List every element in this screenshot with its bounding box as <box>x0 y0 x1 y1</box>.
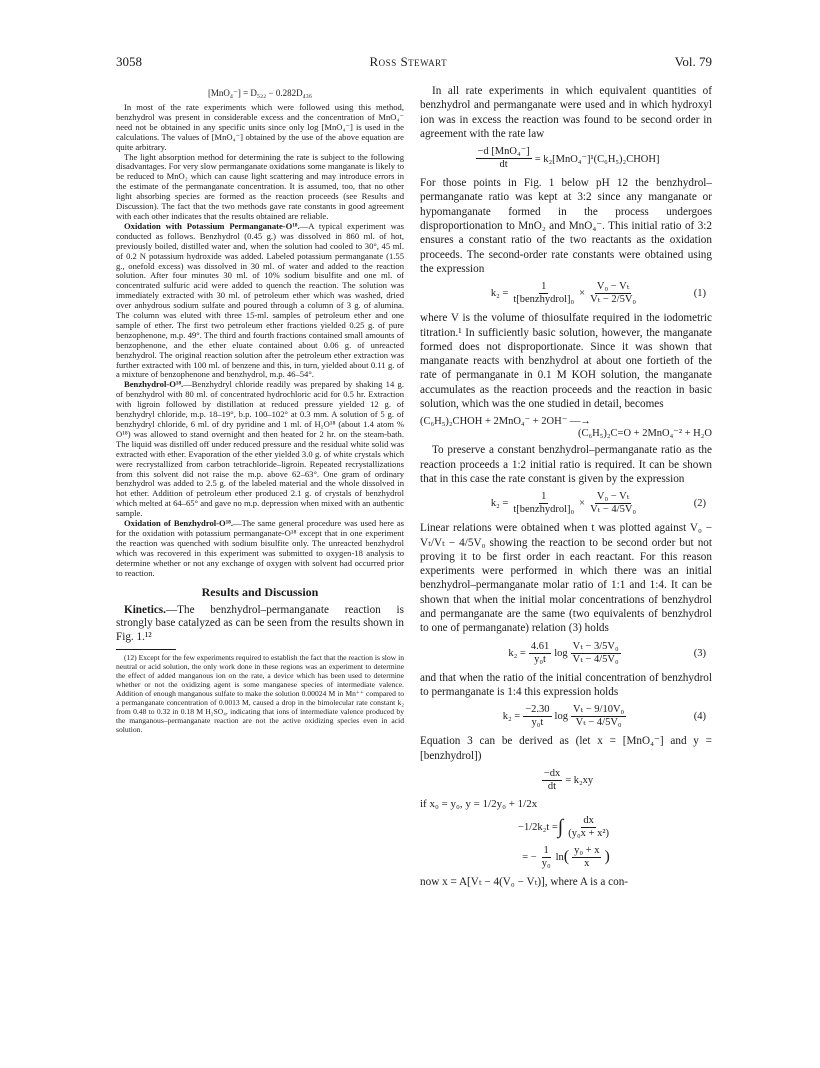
fraction <box>529 641 551 666</box>
integral-equation <box>420 815 712 840</box>
footnote-rule <box>116 649 176 650</box>
fraction <box>511 281 576 306</box>
fraction <box>523 704 551 729</box>
paragraph: In most of the rate experiments which were followed using this method, benzhydrol was present in considerable excess and the concentration of MnO₄⁻ need not be obtained in any specific units since only log [MnO₄⁻] is used in the calculations. The values of [MnO₄⁻] obtained by the use of the above equation are quite arbitrary. <box>116 102 404 152</box>
denominator: y₀t <box>531 717 544 729</box>
paren-close: ) <box>604 848 610 866</box>
equation-number: (1) <box>693 288 706 300</box>
run-in-heading: Oxidation of Benzhydrol-O¹⁸. <box>124 518 234 529</box>
numerator: y₀ + x <box>574 844 600 856</box>
chemical-equation <box>420 415 712 439</box>
numerator: dx <box>583 814 594 826</box>
paragraph: For those points in Fig. 1 below pH 12 the benzhydrol–permanganate ratio was kept at 3:2 since any manganate or hypomanganate formed in the process undergoes disproportionation to MnO₂ and MnO₄⁻. This initial ratio of 3:2 ensures a constant ratio of the two reactants as the oxidation proceeds. The second-order rate constants were obtained using the expression <box>420 177 712 275</box>
fraction <box>588 491 638 516</box>
numerator: V₀ − Vₜ <box>596 281 630 293</box>
denominator: y₀ <box>541 857 551 869</box>
section-heading: Results and Discussion <box>201 584 319 599</box>
paragraph <box>116 380 404 519</box>
times-sign: × <box>579 498 586 510</box>
fraction <box>542 768 562 793</box>
footnote: (12) Except for the few experiments required to establish the fact that the reaction is slow in neutral or acid solution, the only work done in these regions was an experiment to determine the effect of added manganous ion on the rate, a device which has been used to determine whether or not the oxidizing agent is some manganese species of intermediate valence. Addition of enough manganous sulfate to make the solution 0.00024 M in Mn⁺⁺ compared to a permanganate concentration of 0.0013 M, caused a drop in the bimolecular rate constant k₂ from 0.48 to 0.32 in 0.18 M H₂SO₄, indicating that ions of intermediate valence produced by the manganous–permanganate reaction are not the active oxidizing species even in acid solution. <box>116 653 404 734</box>
volume-number: Vol. 79 <box>674 54 712 69</box>
equation-1 <box>420 281 712 306</box>
equation-number: (2) <box>693 498 706 510</box>
ln-operator: ln <box>555 851 564 863</box>
denominator: dt <box>499 159 508 171</box>
paragraph: Equation 3 can be derived as (let x = [MnO₄⁻] and y = [benzhydrol]) <box>420 735 712 762</box>
denominator: t[benzhydrol]₀ <box>513 504 575 516</box>
page-number: 3058 <box>116 54 142 69</box>
paragraph: where V is the volume of thiosulfate required in the iodometric titration.¹ In sufficiently basic solution, however, the manganate formed does not disproportionate. Since it was shown that manganate reacts with benzhydrol at about one fortieth of the rate of permanganate in 0.1 M KOH solution, the manganate accumulates as the reaction proceeds and the reaction in basic solution, which was the one studied in detail, becomes <box>420 312 712 411</box>
denominator: Vₜ − 4/5V₀ <box>575 717 622 729</box>
rate-law-equation <box>420 146 712 171</box>
differential-equation <box>420 768 712 793</box>
equation-lhs: k₂ = <box>502 711 521 723</box>
equation-number: (4) <box>693 711 706 723</box>
denominator: Vₜ − 2/5V₀ <box>590 294 637 306</box>
paragraph-text: —Benzhydryl chloride readily was prepared by shaking 14 g. of benzhydrol with 80 ml. of concentrated hydrochloric acid for 0.5 hr. Extraction with ligroin followed by distillation at reduced pressure yielded 12 g. of benzhydryl chloride, m.p. 18–19°, b.p. 100–102° at 0.3 mm. A solution of 5 g. of benzhydryl chloride, 6 ml. of dry pyridine and 1 ml. of H₂O¹⁸ (about 1.4 atom % O¹⁸) was allowed to stand overnight and then heated for 2 hr. on the steam-bath. The liquid was distilled off under reduced pressure and the residual white solid was extracted with ether. Evaporation of the ether yielded 3.0 g. of white crystals which were recrystallized from carbon tetrachloride–ligroin. Repeated recrystallizations from this solvent did not raise the m.p. above 62–63°. One gram of ordinary benzhydrol was added to 2.5 g. of the labeled material and the whole dissolved in hot ether. Addition of petroleum ether produced 2.1 g. of crystals of benzhydrol which melted at 64–65° and gave no m.p. depression when mixed with an authentic sample. <box>116 379 404 519</box>
paragraph-text: —The benzhydrol–permanganate reaction is strongly base catalyzed as can be seen from the results shown in Fig. 1.¹² <box>116 603 404 643</box>
integral-result <box>420 845 712 870</box>
fraction <box>571 704 626 729</box>
equation-3 <box>420 641 712 666</box>
numerator: V₀ − Vₜ <box>596 491 630 503</box>
chemical-equation-line: (C₆H₅)₂C=O + 2MnO₄⁻² + H₂O <box>577 428 712 440</box>
equation-lhs: k₂ = <box>490 288 509 300</box>
paragraph-text: —The same general procedure was used here as for the oxidation with potassium permanganate-O¹⁸ except that in one experiment the reaction was quenched with sodium bisulfite only. The unreacted benzhydrol which was recovered in this experiment was submitted to oxygen-18 analysis to determine whether or not any exchange of oxygen with solvent had occurred prior to reaction. <box>116 518 404 578</box>
numerator: Vₜ − 3/5V₀ <box>572 640 619 652</box>
equation-rhs: = k₂[MnO₄⁻]¹(C₆H₅)₂CHOH] <box>534 153 660 165</box>
paragraph: To preserve a constant benzhydrol–permanganate ratio as the reaction proceeds a 1:2 initial ratio is required. It can be shown that in this case the rate constant is given by the expression <box>420 444 712 485</box>
numerator: 1 <box>543 844 549 856</box>
run-in-heading: Kinetics. <box>124 603 166 616</box>
integral-sign: ∫ <box>557 815 564 838</box>
fraction <box>588 281 638 306</box>
times-sign: × <box>579 288 586 300</box>
paragraph <box>116 519 404 578</box>
chemical-equation-line: (C₆H₅)₂CHOH + 2MnO₄⁻ + 2OH⁻ —→ <box>420 416 591 428</box>
paragraph: The light absorption method for determining the rate is subject to the following disadvantages. For very slow permanganate oxidations some manganate is likely to be reduced to MnO₂ which can cause light scattering and may introduce errors in the estimate of the permanganate concentration. It is assumed, too, that no other light absorbing species are formed as the reaction proceeds (see Results and Discussion). The fact that the two methods gave rate constants in good agreement with each other indicates that the results obtained are reliable. <box>116 151 404 221</box>
denominator: x <box>584 857 590 869</box>
paragraph <box>116 222 404 381</box>
numerator: Vₜ − 9/10V₀ <box>572 704 625 716</box>
log-operator: log <box>554 647 568 659</box>
numerator: −dx <box>543 767 561 779</box>
fraction <box>476 146 532 171</box>
fraction <box>571 641 621 666</box>
fraction <box>540 845 553 870</box>
denominator: Vₜ − 4/5V₀ <box>572 653 619 665</box>
run-in-heading: Oxidation with Potassium Permanganate-O¹⁸. <box>124 220 300 231</box>
numerator: 1 <box>541 281 547 293</box>
denominator: y₀t <box>534 653 546 665</box>
denominator: (y₀x + x²) <box>568 827 609 839</box>
equation-2 <box>420 491 712 516</box>
run-in-heading: Benzhydrol-O¹⁸. <box>124 379 184 390</box>
paren-open: ( <box>563 848 570 866</box>
log-operator: log <box>554 711 568 723</box>
numerator: 4.61 <box>530 640 550 652</box>
numerator: −2.30 <box>525 704 550 716</box>
denominator: t[benzhydrol]₀ <box>513 294 575 306</box>
denominator: dt <box>547 780 557 792</box>
numerator: −d [MnO₄⁻] <box>477 146 530 158</box>
equation-rhs: = k₂xy <box>565 774 594 786</box>
equation-lhs: k₂ = <box>490 498 509 510</box>
absorbance-equation: [MnO₄⁻] = D₅₂₂ − 0.282D₄₃₆ <box>207 88 313 98</box>
condition-line: if x₀ = y₀, y = 1/2y₀ + 1/2x <box>420 797 538 810</box>
page-header <box>116 54 712 70</box>
paragraph <box>116 604 404 645</box>
left-column <box>116 84 404 734</box>
equation-lhs: −1/2k₂t = <box>518 821 558 833</box>
fraction <box>572 845 601 870</box>
right-column <box>420 84 712 889</box>
paragraph: and that when the ratio of the initial concentration of benzhydrol to permanganate is 1:4 this expression holds <box>420 671 712 698</box>
paragraph: In all rate experiments in which equivalent quantities of benzhydrol and permanganate were used and in which hydroxyl ion was in excess the reaction was found to be second order in agreement with the rate law <box>420 85 712 140</box>
fraction <box>511 491 576 516</box>
paragraph: Linear relations were obtained when t was plotted against V₀ − Vₜ/Vₜ − 4/5V₀ showing the reaction to be second order but not proving it to be first order in each reactant. For this reason experiments were performed in which there was an initial benzhydrol–permanganate molar ratio of 1:1 and 1:4. It can be shown that when the initial molar concentrations of benzhydrol and permanganate are the same (two equivalents of benzhydrol to one of permanganate) relation (3) holds <box>420 522 712 635</box>
fraction <box>566 815 611 840</box>
equation-lhs: = − <box>522 851 537 863</box>
paragraph-text: —A typical experiment was conducted as follows. Benzhydrol (0.45 g.) was dissolved in 860 ml. of hot, previously boiled, distilled water and, when the solution had cooled to 30°, 45 ml. of 0.2 N potassium hydroxide was added. Labeled potassium permanganate (1.55 g., onefold excess) was dissolved in 30 ml. of water and added to the reaction solution. After four minutes 30 ml. of 10% sodium bisulfite and one ml. of concentrated sulfuric acid were added to quench the reaction. The solution was immediately extracted with 30 ml. of petroleum ether which was washed, dried over anhydrous sodium sulfate and poured through a column of 3 g. of alumina. The column was eluted with three 15-ml. samples of petroleum ether and one sample of ether. The first two petroleum ether fractions yielded 0.25 g. of pure benzophenone, m.p. 49°. The third and fourth fractions contained small amounts of benzophenone, and the ether eluate contained about 0.06 g. of unreacted benzhydrol. The original reaction solution after the petroleum ether extraction was further extracted with 100 ml. of benzene and this, in turn, yielded about 0.11 g. of a mixture of benzophenone and benzhydrol, m.p. 46–54°. <box>116 220 404 380</box>
equation-4 <box>420 704 712 729</box>
equation-lhs: k₂ = <box>508 647 526 659</box>
numerator: 1 <box>541 491 547 503</box>
equation-number: (3) <box>693 647 706 659</box>
denominator: Vₜ − 4/5V₀ <box>590 504 637 516</box>
paragraph: now x = A[Vₜ − 4(V₀ − Vₜ)], where A is a con- <box>420 875 629 888</box>
running-author: Ross Stewart <box>369 54 448 69</box>
